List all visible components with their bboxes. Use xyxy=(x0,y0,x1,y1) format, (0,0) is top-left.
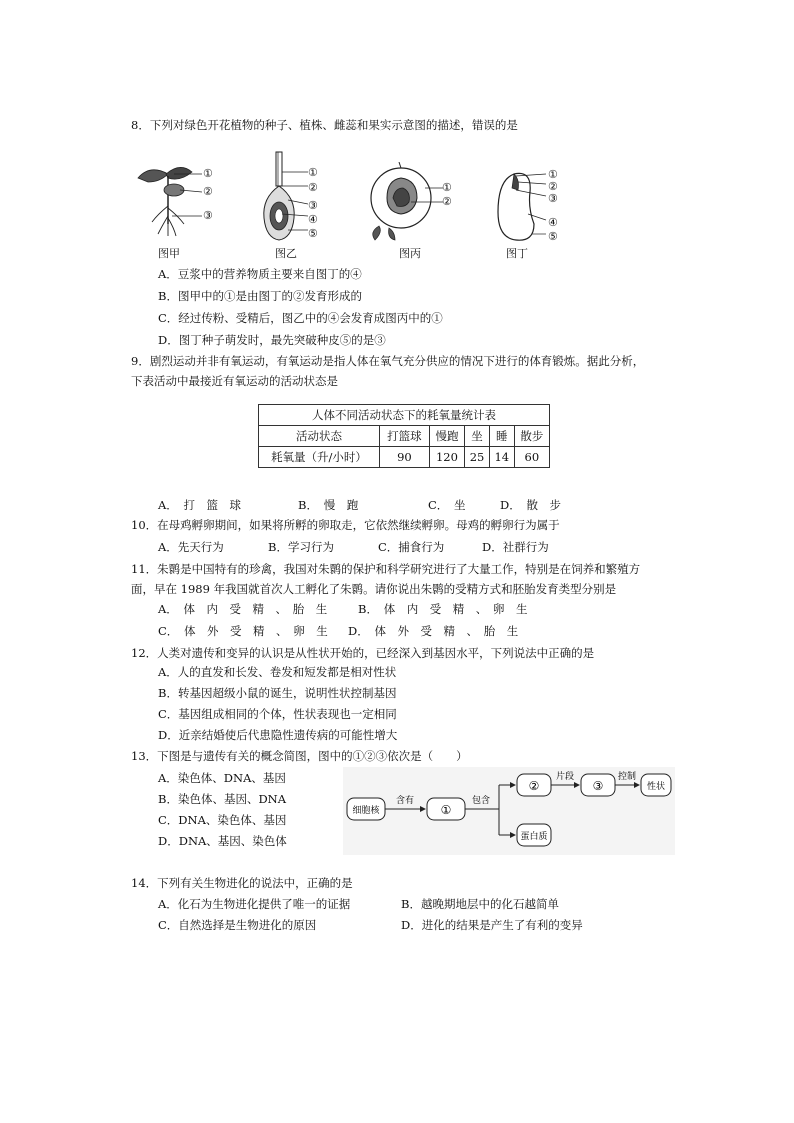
fig-label-ding: 图丁 xyxy=(506,247,528,260)
q11-option-b: B． 体 内 受 精 、 卵 生 xyxy=(358,602,528,616)
protein-box xyxy=(517,824,551,846)
ding-callout-1: ① xyxy=(548,168,558,181)
fragment-label: 片段 xyxy=(555,772,575,782)
nucleus-label: 细胞核 xyxy=(352,806,380,816)
ding-callout-3: ③ xyxy=(548,192,558,205)
yi-callout-3: ③ xyxy=(308,199,318,212)
q12-option-d: D．近亲结婚使后代患隐性遗传病的可能性增大 xyxy=(158,728,398,742)
box-1 xyxy=(427,798,465,820)
q9-option-a: A． 打 篮 球 xyxy=(158,498,242,512)
control-label: 控制 xyxy=(617,772,637,782)
figure-bing-fruit xyxy=(365,162,445,242)
box-3 xyxy=(581,774,615,796)
q12-option-b: B．转基因超级小鼠的诞生，说明性状控制基因 xyxy=(158,686,397,700)
jia-callout-1: ① xyxy=(203,167,213,180)
q13-option-d: D．DNA、基因、染色体 xyxy=(158,834,287,848)
box-1-label: ① xyxy=(440,803,452,817)
nucleus-box xyxy=(347,798,385,820)
table-header-label: 活动状态 xyxy=(259,426,380,447)
protein-label: 蛋白质 xyxy=(520,832,548,842)
q9-stem-line2: 下表活动中最接近有氧运动的活动状态是 xyxy=(131,374,338,388)
table-value-1: 120 xyxy=(429,447,464,468)
q10-option-d: D．社群行为 xyxy=(482,540,549,554)
table-value-2: 25 xyxy=(465,447,490,468)
table-title: 人体不同活动状态下的耗氧量统计表 xyxy=(259,405,550,426)
q10-option-b: B．学习行为 xyxy=(268,540,334,554)
q13-option-b: B．染色体、基因、DNA xyxy=(158,792,287,806)
table-value-4: 60 xyxy=(514,447,549,468)
q9-stem-line1: 9．剧烈运动并非有氧运动，有氧运动是指人体在氧气充分供应的情况下进行的体育锻炼。据此分析， xyxy=(131,354,645,368)
figure-ding-seed xyxy=(494,168,554,244)
q10-option-a: A．先天行为 xyxy=(158,540,224,554)
bing-callout-1: ① xyxy=(442,181,452,194)
jia-callout-2: ② xyxy=(203,185,213,198)
q11-option-c: C． 体 外 受 精 、 卵 生 xyxy=(158,624,328,638)
trait-box xyxy=(641,774,671,796)
fig-label-jia: 图甲 xyxy=(158,247,180,260)
q14-option-a: A．化石为生物进化提供了唯一的证据 xyxy=(158,897,351,911)
jia-callout-3: ③ xyxy=(203,209,213,222)
q9-option-d: D． 散 步 xyxy=(500,498,561,512)
q11-stem-line2: 面，早在 1989 年我国就首次人工孵化了朱鹮。请你说出朱鹮的受精方式和胚胎发育类型分别是 xyxy=(131,582,617,596)
table-activity-2: 坐 xyxy=(465,426,490,447)
q9-option-b: B． 慢 跑 xyxy=(298,498,359,512)
fig-label-yi: 图乙 xyxy=(275,247,297,260)
box-3-label: ③ xyxy=(592,779,604,793)
yi-callout-4: ④ xyxy=(308,213,318,226)
q13-stem: 13．下图是与遗传有关的概念简图，图中的①②③依次是（ ） xyxy=(131,749,468,763)
oxygen-consumption-table xyxy=(258,404,550,468)
box-2 xyxy=(517,774,551,796)
q8-option-d: D．图丁种子萌发时，最先突破种皮⑤的是③ xyxy=(158,333,386,347)
table-activity-4: 散步 xyxy=(514,426,549,447)
trait-label: 性状 xyxy=(646,782,666,792)
q13-option-a: A．染色体、DNA、基因 xyxy=(158,771,286,785)
ding-callout-5: ⑤ xyxy=(548,230,558,243)
genetics-concept-diagram xyxy=(343,767,675,855)
table-value-0: 90 xyxy=(380,447,430,468)
q9-option-c: C． 坐 xyxy=(428,498,466,512)
q11-option-d: D． 体 外 受 精 、 胎 生 xyxy=(348,624,519,638)
box-2-label: ② xyxy=(528,779,540,793)
q14-option-b: B．越晚期地层中的化石越简单 xyxy=(401,897,559,911)
contains-label-1: 含有 xyxy=(395,796,415,806)
table-activity-1: 慢跑 xyxy=(429,426,464,447)
yi-callout-1: ① xyxy=(308,166,318,179)
q8-option-b: B．图甲中的①是由图丁的②发育形成的 xyxy=(158,289,362,303)
table-row-label: 耗氧量（升/小时） xyxy=(259,447,380,468)
q8-stem: 8．下列对绿色开花植物的种子、植株、雌蕊和果实示意图的描述，错误的是 xyxy=(131,118,518,132)
bing-callout-2: ② xyxy=(442,195,452,208)
contains-label-2: 包含 xyxy=(471,796,491,806)
q12-option-c: C．基因组成相同的个体，性状表现也一定相同 xyxy=(158,707,397,721)
q8-option-c: C．经过传粉、受精后，图乙中的④会发育成图丙中的① xyxy=(158,311,443,325)
table-activity-0: 打篮球 xyxy=(380,426,430,447)
q14-option-c: C．自然选择是生物进化的原因 xyxy=(158,918,317,932)
ding-callout-4: ④ xyxy=(548,216,558,229)
fig-label-bing: 图丙 xyxy=(399,247,421,260)
q14-option-d: D．进化的结果是产生了有利的变异 xyxy=(401,918,583,932)
q10-stem: 10．在母鸡孵卵期间，如果将所孵的卵取走，它依然继续孵卵。母鸡的孵卵行为属于 xyxy=(131,518,560,532)
yi-callout-2: ② xyxy=(308,181,318,194)
q13-option-c: C．DNA、染色体、基因 xyxy=(158,813,287,827)
table-value-3: 14 xyxy=(489,447,514,468)
q11-option-a: A． 体 内 受 精 、 胎 生 xyxy=(158,602,328,616)
q12-stem: 12．人类对遗传和变异的认识是从性状开始的，已经深入到基因水平，下列说法中正确的是 xyxy=(131,646,595,660)
q14-stem: 14．下列有关生物进化的说法中，正确的是 xyxy=(131,876,353,890)
q12-option-a: A．人的直发和长发、卷发和短发都是相对性状 xyxy=(158,665,397,679)
ding-callout-2: ② xyxy=(548,180,558,193)
q11-stem-line1: 11．朱鹮是中国特有的珍禽，我国对朱鹮的保护和科学研究进行了大量工作，特别是在饲养和繁殖方 xyxy=(131,562,641,576)
yi-callout-5: ⑤ xyxy=(308,227,318,240)
q10-option-c: C．捕食行为 xyxy=(378,540,445,554)
q8-option-a: A．豆浆中的营养物质主要来自图丁的④ xyxy=(158,267,362,281)
table-activity-3: 睡 xyxy=(489,426,514,447)
